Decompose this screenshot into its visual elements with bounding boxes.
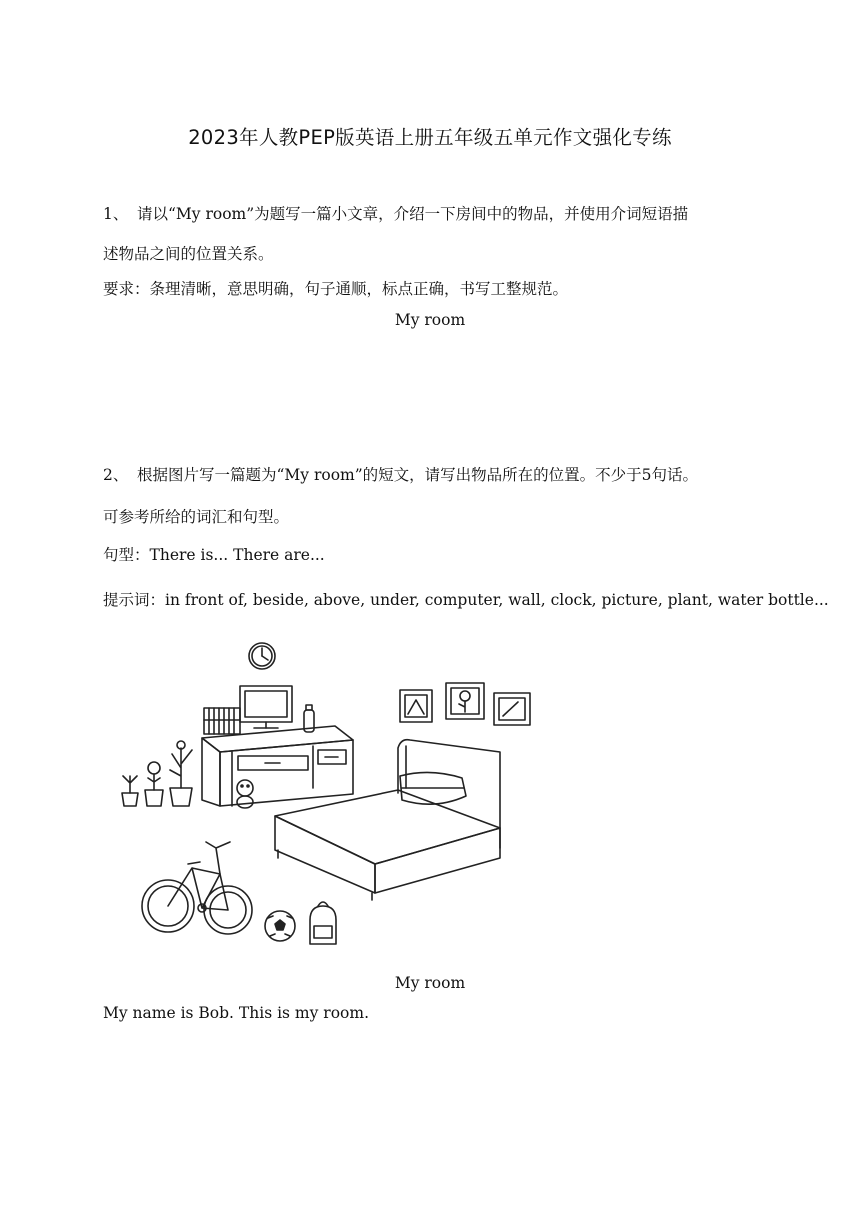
q2-number: 2、 — [103, 466, 129, 484]
q1-essay-title: My room — [394, 311, 466, 329]
room-illustration — [110, 628, 550, 958]
q2-prompt-text: 根据图片写一篇题为“My room”的短文，请写出物品所在的位置。不少于5句话。 — [137, 466, 699, 484]
q2-hint-words: 提示词：in front of, beside, above, under, computer, wall, clock, picture, plant, water bottle... — [103, 591, 829, 609]
books-icon — [204, 708, 240, 734]
backpack-icon — [310, 902, 336, 944]
desk-icon — [202, 726, 353, 806]
q1-prompt-line2: 述物品之间的位置关系。 — [103, 245, 274, 263]
q1-prompt-text: 请以“My room”为题写一篇小文章，介绍一下房间中的物品，并使用介词短语描 — [137, 205, 689, 223]
computer-icon — [240, 686, 292, 728]
page-title: 2023年人教PEP版英语上册五年级五单元作文强化专练 — [188, 126, 672, 149]
q2-essay-start: My name is Bob. This is my room. — [103, 1004, 369, 1022]
plants-icon — [122, 741, 192, 806]
q2-sentence-patterns: 句型：There is... There are... — [103, 546, 325, 564]
clock-icon — [249, 643, 275, 669]
q1-requirements: 要求：条理清晰，意思明确，句子通顺，标点正确，书写工整规范。 — [103, 280, 569, 298]
pictures-icon — [400, 683, 530, 725]
q2-prompt-line2: 可参考所给的词汇和句型。 — [103, 508, 290, 526]
q2-image-caption: My room — [394, 974, 466, 992]
football-icon — [265, 911, 295, 941]
bicycle-icon — [142, 842, 252, 934]
q2-prompt-line1 — [103, 463, 698, 485]
q1-number: 1、 — [103, 205, 129, 223]
q1-prompt-line1 — [103, 202, 688, 224]
